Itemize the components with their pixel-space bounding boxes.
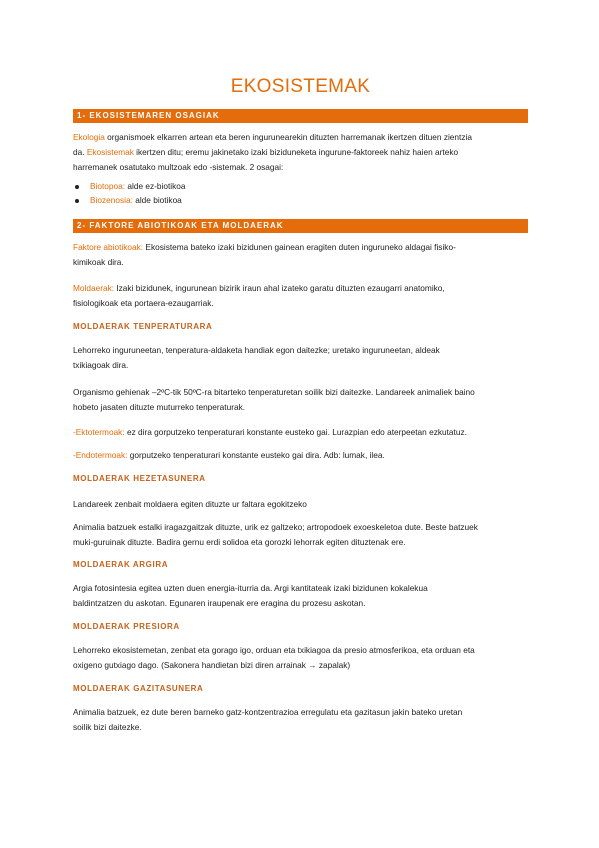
- endotermoak-paragraph: [73, 448, 528, 463]
- section-1-heading: 1- EKOSISTEMAREN OSAGIAK: [77, 111, 220, 120]
- term-ekologia: Ekologia: [73, 132, 105, 142]
- subheading-gazitasuna: MOLDAERAK GAZITASUNERA: [73, 684, 204, 693]
- mo-line-1: [73, 281, 528, 296]
- argi-line-1: Argia fotosintesia egitea uzten duen energia-iturria da. Argi kantitateak izaki bizidunen kokalekua: [73, 583, 428, 593]
- pres-line-2: oxigeno gutxiago dago. (Sakonera handietan bizi diren arrainak → zapalak): [73, 660, 351, 670]
- section-1-header: [73, 109, 528, 123]
- ekologia-text-b: da.: [73, 147, 87, 157]
- gaz-line-1: Animalia batzuek, ez dute beren barneko gatz-kontzentrazioa erregulatu eta gazitasun jakin bateko uretan: [73, 707, 463, 717]
- section-2-heading: 2- FAKTORE ABIOTIKOAK ETA MOLDAERAK: [77, 221, 284, 230]
- ekologia-text-a: organismoek elkarren artean eta beren ingurunearekin dituzten harremanak ikertzen dituen zientzia: [104, 132, 472, 142]
- section-2-header: [73, 219, 528, 233]
- temp-p2-line-1: Organismo gehienak –2ºC-tik 50ºC-ra bitarteko tenperaturetan soilik bizi daitezke. Landareek animaliek baino: [73, 387, 475, 397]
- fa-text-a: Ekosistema bateko izaki bizidunen gainean eragiten duten inguruneko aldagai fisiko-: [143, 242, 456, 252]
- term-moldaerak: Moldaerak:: [73, 283, 115, 293]
- term-biozenosia: Biozenosia:: [90, 195, 133, 205]
- bullet-icon: [75, 185, 79, 189]
- subheading-argia: MOLDAERAK ARGIRA: [73, 560, 169, 569]
- ekologia-text-c: ikertzen ditu; eremu jakinetako izaki biziduneketa ingurune-faktoreek nahiz haien arteko: [133, 147, 459, 157]
- fa-line-2: kimikoak dira.: [73, 257, 124, 267]
- page-title: EKOSISTEMAK: [230, 76, 371, 97]
- term-endotermoak: -Endotermoak:: [73, 450, 128, 460]
- pres-line-1: Lehorreko ekosistemetan, zenbat eta gorago igo, orduan eta txikiagoa da presio atmosferikoa, eta orduan eta: [73, 645, 475, 655]
- ekologia-paragraph: [73, 130, 528, 175]
- fa-line-1: [73, 240, 528, 255]
- ekologia-line-3: harremanek osatutako multzoak edo -sistemak. 2 osagai:: [73, 162, 284, 172]
- hez-paragraph-2: [73, 520, 528, 550]
- mo-line-2: fisiologikoak eta portaera-ezaugarriak.: [73, 298, 214, 308]
- term-faktore-abiotikoak: Faktore abiotikoak:: [73, 242, 144, 252]
- temp-p1-line-2: txikiagoak dira.: [73, 360, 129, 370]
- term-ekosistemak: Ekosistemak: [86, 147, 134, 157]
- ekologia-line-1: [73, 130, 528, 145]
- gaz-line-2: soilik bizi daitezke.: [73, 722, 142, 732]
- ektotermoak-paragraph: [73, 425, 528, 440]
- moldaerak-paragraph: [73, 281, 528, 311]
- hez-paragraph-1: Landareek zenbait moldaera egiten dituzte ur faltara egokitzeko: [73, 499, 307, 509]
- temp-paragraph-2: [73, 385, 528, 415]
- biozenosia-text: alde biotikoa: [132, 195, 182, 205]
- presio-paragraph: [73, 643, 528, 673]
- subheading-tenperatura: MOLDAERAK TENPERATURARA: [73, 322, 213, 331]
- temp-paragraph-1: [73, 343, 528, 373]
- term-ektotermoak: -Ektotermoak:: [73, 427, 125, 437]
- bullet-icon: [75, 199, 79, 203]
- argi-line-2: baldintzatzen du askotan. Egunaren iraupenak ere eragina du prozesu askotan.: [73, 598, 366, 608]
- temp-p1-line-1: Lehorreko inguruneetan, tenperatura-aldaketa handiak egon daitezke; uretako inguruneetan, aldeak: [73, 345, 440, 355]
- faktore-abiotikoak-paragraph: [73, 240, 528, 270]
- temp-p2-line-2: hobeto jasaten dituzte muturreko tenperaturak.: [73, 402, 246, 412]
- biotopoa-text: alde ez-biotikoa: [125, 181, 186, 191]
- ekto-text: ez dira gorputzeko tenperaturari konstante eusteko gai. Lurazpian edo aterpeetan ezkutatuz.: [124, 427, 467, 437]
- gazitasun-paragraph: [73, 705, 528, 735]
- subheading-hezetasuna: MOLDAERAK HEZETASUNERA: [73, 474, 206, 483]
- mo-text-a: Izaki bizidunek, ingurunean bizirik iraun ahal izateko garatu dituzten ezaugarri anatomiko,: [114, 283, 445, 293]
- endo-text: gorputzeko tenperaturari konstante eusteko gai dira. Adb: lumak, ilea.: [127, 450, 385, 460]
- term-biotopoa: Biotopoa:: [90, 181, 126, 191]
- subheading-presioa: MOLDAERAK PRESIORA: [73, 622, 180, 631]
- argi-paragraph: [73, 581, 528, 611]
- hez-p2-line-2: muki-guruinak dituzte. Badira gernu erdi solidoa eta gorozki lehorrak egiten dituztenak ere.: [73, 537, 406, 547]
- hez-p2-line-1: Animalia batzuek estalki iragazgaitzak dituzte, urik ez galtzeko; artropodoek exoeskeletoa dute. Beste batzuek: [73, 522, 478, 532]
- ekologia-line-2: [73, 145, 528, 160]
